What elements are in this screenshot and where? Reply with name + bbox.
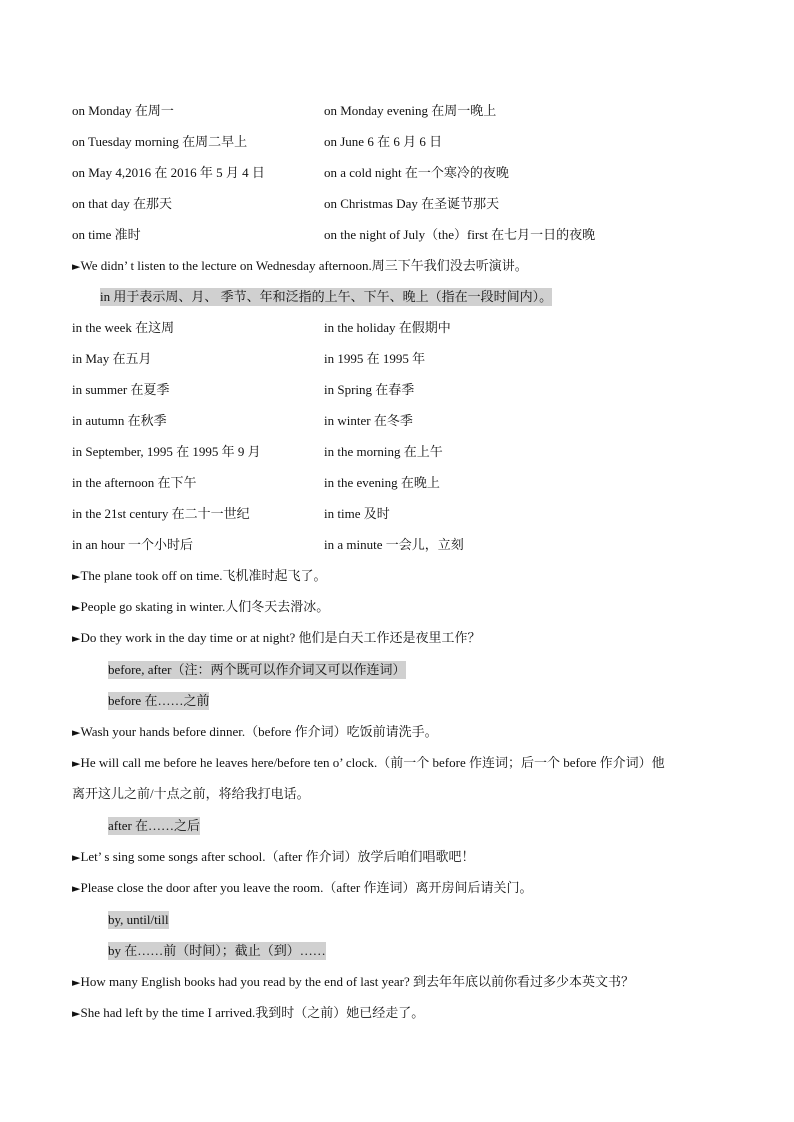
after-heading-text: after 在……之后 <box>108 818 201 833</box>
phrase-in-the-holiday: in the holiday 在假期中 <box>324 320 451 335</box>
phrase-in-a-minute: in a minute 一会儿，立刻 <box>324 537 464 552</box>
by-heading-text: by 在……前（时间）；截止（到）…… <box>108 943 326 958</box>
bullet-icon: ► <box>72 601 81 614</box>
bullet-icon: ► <box>72 976 81 989</box>
in-heading-text: in 用于表示周、月、 季节、年和泛指的上午、下午、晚上（指在一段时间内）。 <box>100 289 553 304</box>
phrase-in-summer: in summer 在夏季 <box>72 382 170 397</box>
example-text: Do they work in the day time or at night? 他们是白天工作还是夜里工作？ <box>80 630 481 645</box>
phrase-on-a-cold-night: on a cold night 在一个寒冷的夜晚 <box>324 165 509 180</box>
example-call-me-before <box>72 754 665 773</box>
phrase-in-1995: in 1995 在 1995 年 <box>324 351 426 366</box>
bullet-icon: ► <box>72 882 81 895</box>
example-she-had-left <box>72 1004 424 1023</box>
phrase-on-tuesday-morning: on Tuesday morning 在周二早上 <box>72 134 248 149</box>
by-until-heading <box>108 911 169 929</box>
phrase-on-may-4: on May 4,2016 在 2016 年 5 月 4 日 <box>72 165 265 180</box>
bullet-icon: ► <box>72 570 81 583</box>
example-plane-took-off <box>72 567 326 586</box>
example-skating-in-winter <box>72 598 329 617</box>
example-text: Please close the door after you leave the room.（after 作连词）离开房间后请关门。 <box>80 880 533 895</box>
phrase-on-time: on time 准时 <box>72 227 141 242</box>
after-heading <box>108 817 200 835</box>
by-heading <box>108 942 326 960</box>
bullet-icon: ► <box>72 632 81 645</box>
phrase-in-the-21st-century: in the 21st century 在二十一世纪 <box>72 506 250 521</box>
phrase-in-the-morning: in the morning 在上午 <box>324 444 443 459</box>
by-until-heading-text: by, until/till <box>108 912 169 927</box>
example-text: He will call me before he leaves here/before ten o’ clock.（前一个 before 作连词；后一个 before 作介词）他 <box>80 755 665 770</box>
example-text: How many English books had you read by the end of last year? 到去年年底以前你看过多少本英文书？ <box>80 974 634 989</box>
phrase-in-time: in time 及时 <box>324 506 390 521</box>
example-text: Let’ s sing some songs after school.（after 作介词）放学后咱们唱歌吧！ <box>80 849 475 864</box>
example-text: The plane took off on time.飞机准时起飞了。 <box>80 568 327 583</box>
phrase-on-monday: on Monday 在周一 <box>72 103 174 118</box>
example-text: Wash your hands before dinner.（before 作介词）吃饭前请洗手。 <box>80 724 438 739</box>
in-heading <box>100 288 552 306</box>
phrase-on-the-night-of-july-first: on the night of July（the）first 在七月一日的夜晚 <box>324 227 596 242</box>
phrase-on-that-day: on that day 在那天 <box>72 196 173 211</box>
bullet-icon: ► <box>72 260 81 273</box>
example-on-wednesday <box>72 257 528 276</box>
example-close-the-door <box>72 879 532 898</box>
phrase-in-september-1995: in September, 1995 在 1995 年 9 月 <box>72 444 261 459</box>
example-text: We didn’ t listen to the lecture on Wednesday afternoon.周三下午我们没去听演讲。 <box>80 258 528 273</box>
phrase-in-autumn: in autumn 在秋季 <box>72 413 167 428</box>
before-after-heading <box>108 661 406 679</box>
example-sing-after-school <box>72 848 475 867</box>
before-heading <box>108 692 209 710</box>
phrase-in-spring: in Spring 在春季 <box>324 382 415 397</box>
phrase-on-christmas-day: on Christmas Day 在圣诞节那天 <box>324 196 500 211</box>
bullet-icon: ► <box>72 757 81 770</box>
phrase-on-monday-evening: on Monday evening 在周一晚上 <box>324 103 497 118</box>
example-text: People go skating in winter.人们冬天去滑冰。 <box>80 599 330 614</box>
example-text: She had left by the time I arrived.我到时（之前）她已经走了。 <box>80 1005 425 1020</box>
phrase-in-the-afternoon: in the afternoon 在下午 <box>72 475 197 490</box>
bullet-icon: ► <box>72 726 81 739</box>
phrase-in-winter: in winter 在冬季 <box>324 413 413 428</box>
example-english-books <box>72 973 634 992</box>
example-call-me-before-continued: 离开这儿之前/十点之前，将给我打电话。 <box>72 786 310 801</box>
bullet-icon: ► <box>72 1007 81 1020</box>
phrase-in-the-week: in the week 在这周 <box>72 320 175 335</box>
before-after-heading-text: before, after（注：两个既可以作介词又可以作连词） <box>108 662 406 677</box>
bullet-icon: ► <box>72 851 81 864</box>
before-heading-text: before 在……之前 <box>108 693 210 708</box>
example-day-time-or-night <box>72 629 481 648</box>
phrase-in-may: in May 在五月 <box>72 351 152 366</box>
phrase-on-june-6: on June 6 在 6 月 6 日 <box>324 134 443 149</box>
example-wash-hands <box>72 723 438 742</box>
phrase-in-the-evening: in the evening 在晚上 <box>324 475 440 490</box>
phrase-in-an-hour: in an hour 一个小时后 <box>72 537 193 552</box>
